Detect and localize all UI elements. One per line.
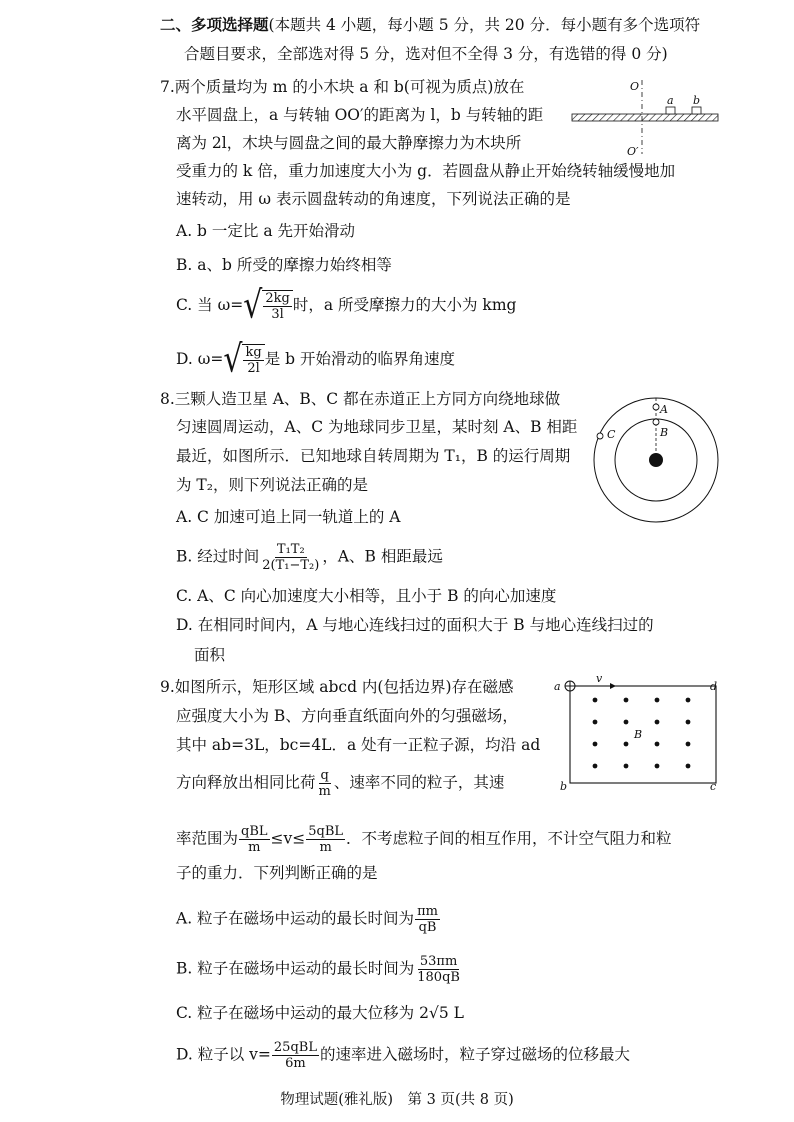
q9-a-prefix: A. 粒子在磁场中运动的最长时间为	[176, 909, 415, 928]
q9-line-1	[160, 676, 514, 698]
q9-l5-numerator-2: 5qBL	[308, 824, 344, 839]
fraction	[415, 954, 462, 985]
section-header	[160, 14, 700, 36]
earth	[649, 453, 663, 467]
q8-b-prefix: B. 经过时间	[176, 547, 260, 566]
q7-c-suffix: 时，a 所受摩擦力的大小为 kmg	[292, 296, 517, 314]
fraction	[415, 904, 440, 935]
block-a	[666, 107, 675, 114]
label-O: O	[630, 80, 640, 93]
q9-option-b	[176, 954, 463, 985]
fraction	[272, 1040, 319, 1071]
q8-line-1	[160, 388, 560, 410]
q7-d-numerator: kg	[245, 345, 262, 360]
q9-stem-6: 子的重力．下列判断正确的是	[176, 864, 378, 882]
q9-stem-5	[176, 824, 672, 855]
q9-l5-inequality: ≤v≤	[270, 829, 306, 848]
q7-d-denominator: 2l	[247, 361, 260, 376]
q9-option-a	[176, 904, 441, 935]
label-A: A	[660, 403, 668, 416]
fraction	[306, 824, 345, 855]
q9-a-numerator: πm	[417, 904, 438, 919]
label-b: b	[693, 94, 701, 107]
q9-option-c: C. 粒子在磁场中运动的最大位移为 2√5 L	[176, 1004, 464, 1022]
q8-orbit-figure	[590, 392, 724, 526]
q9-l4-numerator: q	[320, 768, 329, 783]
q9-l5-denominator-2: m	[319, 840, 332, 855]
q9-d-prefix: D. 粒子以 v=	[176, 1045, 271, 1064]
q8-option-d-1: D. 在相同时间内，A 与地心连线扫过的面积大于 B 与地心连线扫过的	[176, 616, 654, 634]
q7-stem-4: 受重力的 k 倍，重力加速度大小为 g．若圆盘从静止开始绕转轴缓慢地加	[176, 162, 676, 180]
disc-surface	[572, 114, 718, 121]
label-c: c	[710, 780, 717, 793]
q8-b-denominator: 2(T₁−T₂)	[262, 558, 320, 573]
q9-d-suffix: 的速率进入磁场时，粒子穿过磁场的位移最大	[319, 1045, 630, 1064]
satellite-c	[597, 433, 603, 439]
q7-stem-3: 离为 2l，木块与圆盘之间的最大静摩擦力为木块所	[176, 134, 522, 152]
q7-line-1	[160, 76, 524, 98]
q9-d-denominator: 6m	[285, 1056, 306, 1071]
section-title: 二、多项选择题	[160, 15, 269, 34]
label-v: v	[596, 676, 603, 685]
q8-b-suffix: ，A、B 相距最远	[322, 547, 443, 566]
q9-l5-numerator-1: qBL	[241, 824, 268, 839]
q9-d-numerator: 25qBL	[273, 1040, 317, 1055]
q9-stem-2: 应强度大小为 B、方向垂直纸面向外的匀强磁场，	[176, 707, 518, 725]
sqrt-expression: √ $\frac{2kg}{3l}$	[243, 290, 293, 322]
section-desc-2: 合题目要求，全部选对得 5 分，选对但不全得 3 分，有选错的得 0 分)	[184, 45, 668, 63]
q9-field-figure	[552, 676, 726, 794]
label-d: d	[710, 680, 718, 693]
page-footer: 物理试题(雅礼版) 第 3 页(共 8 页)	[280, 1092, 514, 1108]
q9-a-denominator: qB	[418, 920, 437, 935]
label-B: B	[660, 426, 669, 439]
q9-b-denominator: 180qB	[417, 970, 460, 985]
q7-c-prefix: C. 当 ω=	[176, 296, 244, 314]
label-O-prime: O′	[627, 145, 639, 158]
q7-option-b: B. a、b 所受的摩擦力始终相等	[176, 256, 392, 274]
q7-option-c	[176, 283, 517, 328]
block-b	[692, 107, 701, 114]
q8-stem-1: 三颗人造卫星 A、B、C 都在赤道正上方同方向绕地球做	[174, 390, 561, 408]
label-b: b	[560, 780, 568, 793]
q9-l5-denominator-1: m	[248, 840, 261, 855]
field-boundary	[570, 686, 716, 783]
q7-c-numerator: 2kg	[265, 291, 290, 306]
q7-number: 7.	[160, 78, 175, 96]
q9-stem-1: 如图所示，矩形区域 abcd 内(包括边界)存在磁感	[174, 678, 514, 696]
label-a: a	[667, 94, 674, 107]
q9-l5-prefix: 率范围为	[176, 829, 239, 848]
q7-option-a: A. b 一定比 a 先开始滑动	[176, 222, 355, 240]
q8-b-numerator: T₁T₂	[276, 542, 305, 557]
q9-stem-4	[176, 768, 504, 799]
q7-disc-figure	[566, 76, 726, 160]
q8-stem-4: 为 T₂，则下列说法正确的是	[176, 476, 368, 494]
sqrt-expression: √ $\frac{kg}{2l}$	[223, 344, 264, 376]
label-B: B	[634, 728, 643, 741]
fraction	[239, 824, 270, 855]
q7-stem-2: 水平圆盘上，a 与转轴 OO′的距离为 l，b 与转轴的距	[176, 106, 544, 124]
q7-stem-1: 两个质量均为 m 的小木块 a 和 b(可视为质点)放在	[174, 78, 525, 96]
q9-number: 9.	[160, 678, 175, 696]
arrow-head	[610, 683, 616, 689]
q7-d-suffix: 是 b 开始滑动的临界角速度	[264, 350, 455, 368]
satellite-a	[653, 404, 659, 410]
fraction	[317, 768, 333, 799]
q9-stem-3: 其中 ab=3L，bc=4L．a 处有一正粒子源，均沿 ad	[176, 736, 541, 754]
satellite-b	[653, 419, 659, 425]
q9-b-numerator: 53πm	[419, 954, 458, 969]
q8-stem-2: 匀速圆周运动，A、C 为地球同步卫星，某时刻 A、B 相距	[176, 418, 578, 436]
q7-stem-5: 速转动，用 ω 表示圆盘转动的角速度，下列说法正确的是	[176, 190, 571, 208]
label-a: a	[554, 680, 561, 693]
label-C: C	[607, 428, 616, 441]
fraction	[260, 542, 321, 573]
q7-c-denominator: 3l	[271, 307, 284, 322]
section-desc-1: (本题共 4 小题，每小题 5 分，共 20 分．每小题有多个选项符	[268, 16, 701, 34]
q8-number: 8.	[160, 390, 175, 408]
q9-l4-suffix: 、速率不同的粒子，其速	[333, 773, 505, 792]
q7-d-prefix: D. ω=	[176, 350, 224, 368]
q9-b-prefix: B. 粒子在磁场中运动的最长时间为	[176, 959, 415, 978]
q8-option-a: A. C 加速可追上同一轨道上的 A	[176, 508, 401, 526]
q8-stem-3: 最近，如图所示．已知地球自转周期为 T₁，B 的运行周期	[176, 447, 571, 465]
q7-option-d	[176, 337, 455, 382]
q8-option-b	[176, 542, 443, 573]
q8-option-c: C. A、C 向心加速度大小相等，且小于 B 的向心加速度	[176, 587, 557, 605]
q8-option-d-2: 面积	[194, 646, 226, 664]
q9-l5-suffix: ．不考虑粒子间的相互作用，不计空气阻力和粒	[346, 829, 672, 848]
q9-option-d	[176, 1040, 630, 1071]
q9-l4-prefix: 方向释放出相同比荷	[176, 773, 316, 792]
q9-l4-denominator: m	[318, 784, 331, 799]
